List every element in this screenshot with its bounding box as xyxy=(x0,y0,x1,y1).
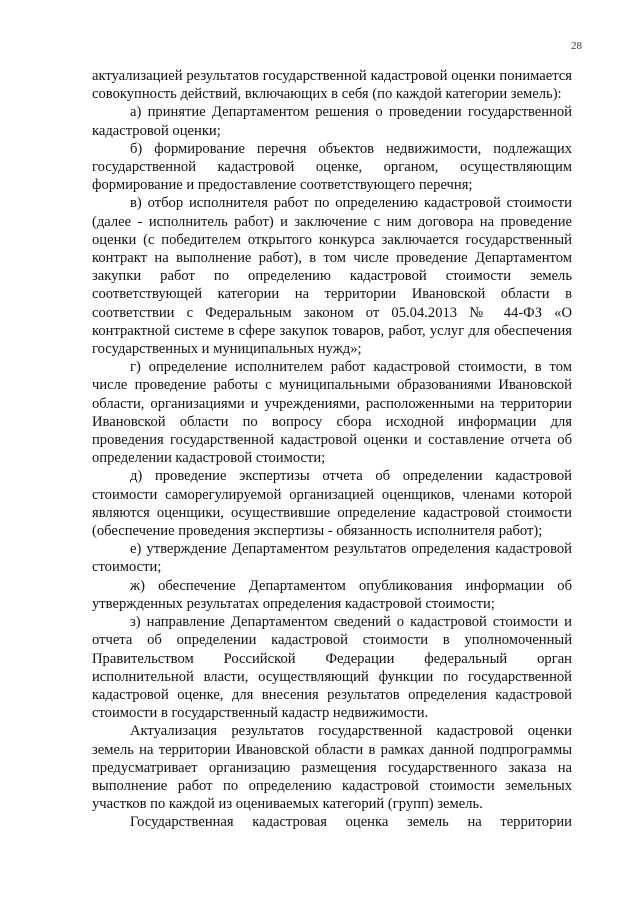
paragraph: в) отбор исполнителя работ по определению кадастровой стоимости (далее - исполнитель работ) и заключение с ним договора на проведение оценки (с победителем открытого конкурса заключается государственный контракт на выполнение работ), в том числе проведение Департаментом закупки работ по определению кадастровой стоимости земель соответствующей категории на территории Ивановской области в соответствии с Федеральным законом от 05.04.2013 № 44-ФЗ «О контрактной системе в сфере закупок товаров, работ, услуг для обеспечения государственных и муниципальных нужд»; xyxy=(92,195,572,358)
paragraph: д) проведение экспертизы отчета об определении кадастровой стоимости саморегулируемой организацией оценщиков, членами которой являются оценщики, осуществившие определение кадастровой стоимости (обеспечение проведения экспертизы - обязанность исполнителя работ); xyxy=(92,468,572,540)
paragraph: а) принятие Департаментом решения о проведении государственной кадастровой оценки; xyxy=(92,104,572,139)
paragraph: Актуализация результатов государственной кадастровой оценки земель на территории Ивановской области в рамках данной подпрограммы предусматривает организацию размещения государственного заказа на выполнение работ по определению кадастровой стоимости земельных участков по каждой из оцениваемых категорий (групп) земель. xyxy=(92,723,572,813)
paragraph: б) формирование перечня объектов недвижимости, подлежащих государственной кадастровой оценке, органом, осуществляющим формирование и предоставление соответствующего перечня; xyxy=(92,140,572,194)
page-number: 28 xyxy=(571,40,582,52)
paragraph: г) определение исполнителем работ кадастровой стоимости, в том числе проведение работы с муниципальными образованиями Ивановской области, организациями и учреждениями, расположенными на территории Ивановской области по вопросу сбора исходной информации для проведения государственной кадастровой оценки и составление отчета об определении кадастровой стоимости; xyxy=(92,359,572,467)
paragraph: з) направление Департаментом сведений о кадастровой стоимости и отчета об определении кадастровой стоимости в уполномоченный Правительством Российской Федерации федеральный орган исполнительной власти, осуществляющий функции по государственной кадастровой оценке, для внесения результатов определения кадастровой стоимости в государственный кадастр недвижимости. xyxy=(92,614,572,722)
paragraph: ж) обеспечение Департаментом опубликования информации об утвержденных результатах определения кадастровой стоимости; xyxy=(92,577,572,612)
paragraph: Государственная кадастровая оценка земель на территории xyxy=(130,814,572,831)
paragraph: е) утверждение Департаментом результатов определения кадастровой стоимости; xyxy=(92,541,572,576)
paragraph: актуализацией результатов государственной кадастровой оценки понимается совокупность действий, включающих в себя (по каждой категории земель): xyxy=(92,68,572,103)
body-text xyxy=(92,67,572,832)
